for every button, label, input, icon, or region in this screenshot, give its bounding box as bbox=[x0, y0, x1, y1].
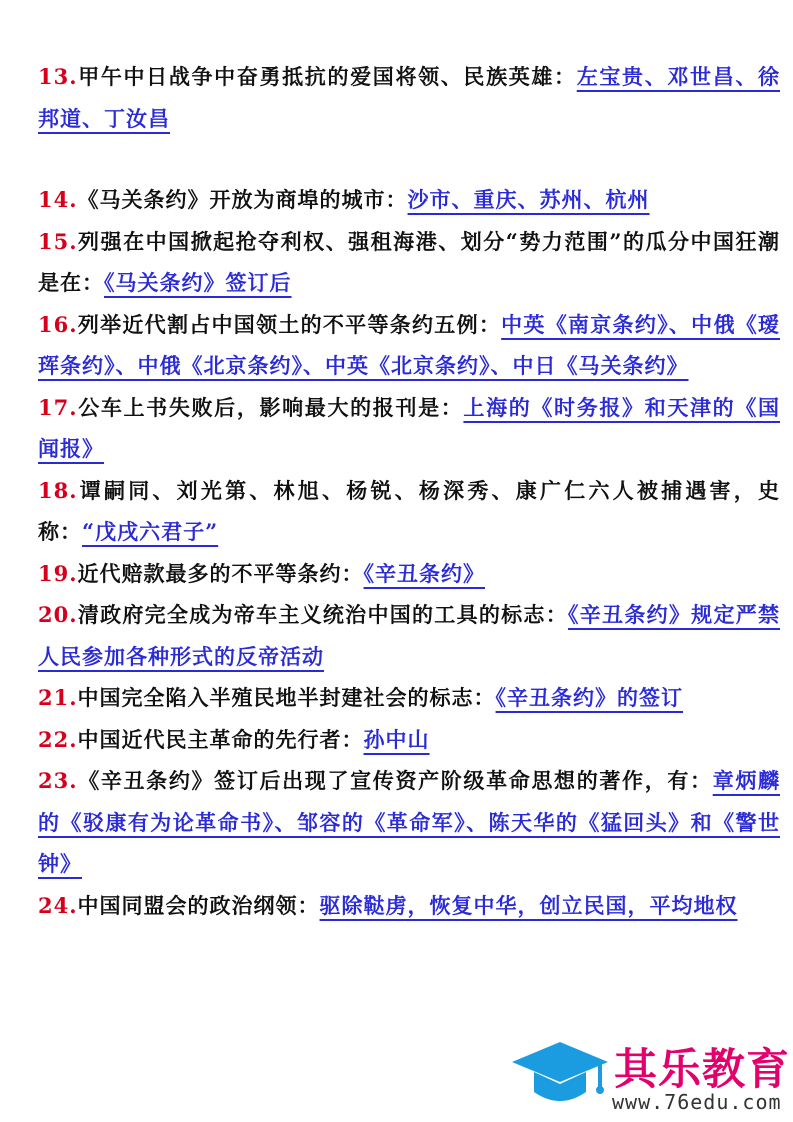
item-answer: 上海的《时务报》和天津的《国闻报》 bbox=[38, 394, 780, 461]
item-question: 近代赔款最多的不平等条约： bbox=[77, 560, 364, 586]
graduation-cap-icon bbox=[510, 1038, 610, 1116]
item-question: 列举近代割占中国领土的不平等条约五例： bbox=[77, 311, 502, 337]
item-answer: 《辛丑条约》 bbox=[363, 560, 486, 586]
list-item bbox=[38, 221, 780, 304]
item-question: 清政府完全成为帝车主义统治中国的工具的标志： bbox=[77, 602, 568, 627]
item-answer: 《辛丑条约》的签订 bbox=[495, 685, 684, 710]
item-question: 中国同盟会的政治纲领： bbox=[77, 892, 320, 918]
list-item bbox=[38, 56, 780, 139]
item-answer: 沙市、重庆、苏州、杭州 bbox=[407, 187, 650, 212]
item-question: 中国近代民主革命的先行者： bbox=[77, 726, 364, 752]
item-answer: 中英《南京条约》、中俄《瑷珲条约》、中俄《北京条约》、中英《北京条约》、中日《马关条约》 bbox=[38, 311, 781, 378]
item-answer: 驱除鞑虏，恢复中华，创立民国，平均地权 bbox=[319, 892, 738, 918]
item-question: 中国完全陷入半殖民地半封建社会的标志： bbox=[77, 685, 496, 710]
item-number: 19. bbox=[38, 560, 78, 586]
item-question: 《马关条约》开放为商埠的城市： bbox=[77, 187, 408, 212]
document-body bbox=[38, 56, 780, 926]
brand-title: 其乐教育 bbox=[614, 1045, 790, 1095]
brand-url: www.76edu.com bbox=[612, 1090, 782, 1114]
item-question: 甲午中日战争中奋勇抵抗的爱国将领、民族英雄： bbox=[77, 64, 577, 89]
item-answer: 章炳麟的《驳康有为论革命书》、邹容的《革命军》、陈天华的《猛回头》和《警世钟》 bbox=[38, 768, 781, 876]
list-item bbox=[38, 594, 780, 677]
item-number: 23. bbox=[38, 768, 78, 793]
list-item bbox=[38, 677, 780, 719]
item-number: 18. bbox=[38, 477, 78, 503]
item-number: 16. bbox=[38, 311, 78, 337]
item-question: 公车上书失败后，影响最大的报刊是： bbox=[77, 394, 464, 420]
list-item bbox=[38, 387, 780, 470]
item-answer: “戊戌六君子” bbox=[82, 519, 219, 544]
list-item bbox=[38, 470, 780, 553]
item-question: 列强在中国掀起抢夺利权、强租海港、划分“势力范围”的瓜分中国狂潮是在： bbox=[38, 228, 780, 295]
item-answer: 《马关条约》签订后 bbox=[104, 270, 292, 295]
list-item bbox=[38, 719, 780, 761]
item-question: 谭嗣同、刘光第、林旭、杨锐、杨深秀、康广仁六人被捕遇害，史称： bbox=[38, 477, 780, 544]
item-answer: 《辛丑条约》规定严禁人民参加各种形式的反帝活动 bbox=[38, 602, 781, 669]
item-answer: 左宝贵、邓世昌、徐邦道、丁汝昌 bbox=[38, 64, 781, 131]
item-number: 22. bbox=[38, 726, 78, 752]
item-number: 24. bbox=[38, 892, 78, 918]
item-question: 《辛丑条约》签订后出现了宣传资产阶级革命思想的著作，有： bbox=[77, 768, 713, 793]
item-number: 21. bbox=[38, 685, 78, 710]
item-answer: 孙中山 bbox=[363, 726, 430, 752]
brand-logo bbox=[510, 1034, 790, 1118]
list-item bbox=[38, 179, 780, 221]
list-item bbox=[38, 760, 780, 885]
item-number: 13. bbox=[38, 64, 78, 89]
list-item bbox=[38, 885, 780, 927]
item-number: 20. bbox=[38, 602, 78, 627]
list-item bbox=[38, 304, 780, 387]
item-number: 15. bbox=[38, 228, 78, 254]
item-number: 17. bbox=[38, 394, 78, 420]
list-item bbox=[38, 553, 780, 595]
item-number: 14. bbox=[38, 187, 78, 212]
